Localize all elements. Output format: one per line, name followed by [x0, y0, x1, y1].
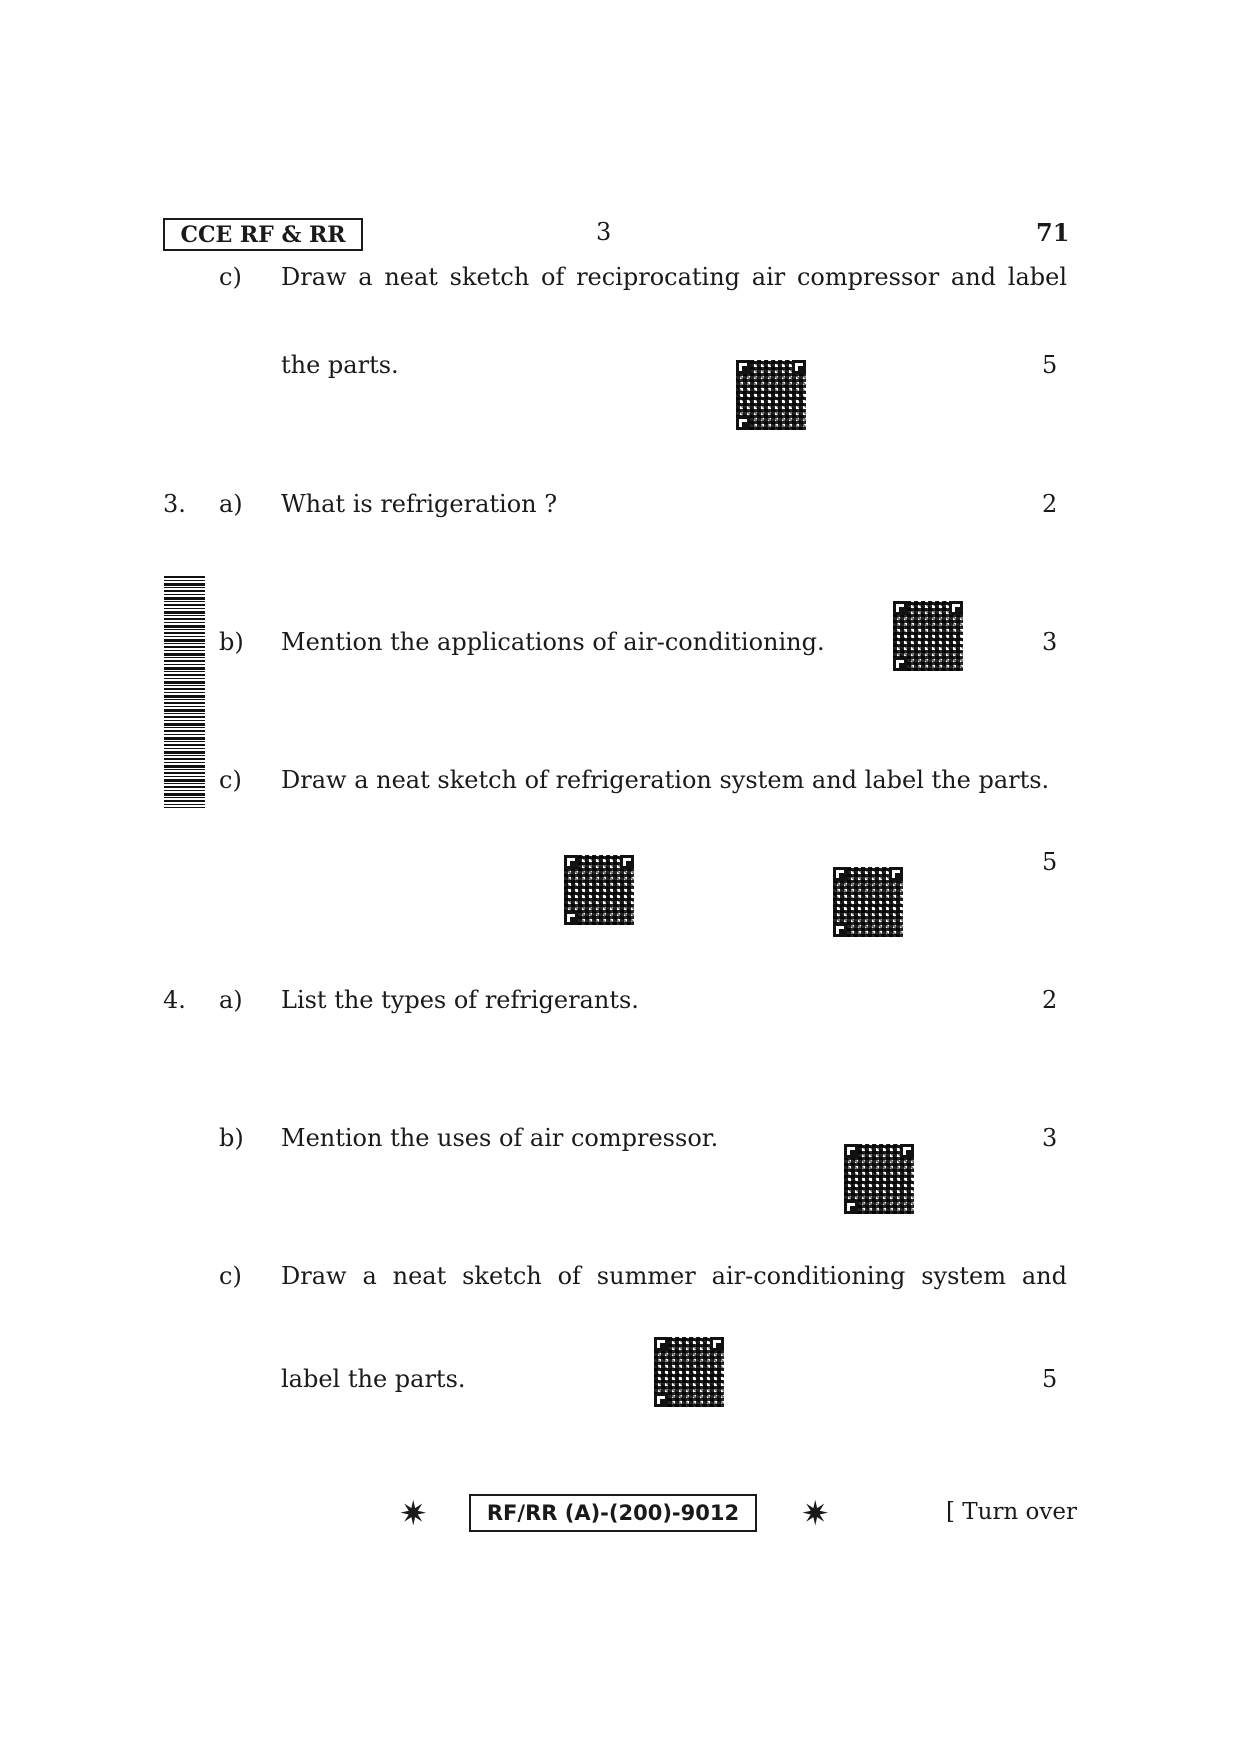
turn-over-note: [ Turn over: [946, 1499, 1078, 1525]
q4c-label: c): [219, 1262, 242, 1290]
q4c-text-line1: Draw a neat sketch of summer air-conditioning system and: [281, 1262, 1067, 1290]
qr-code-icon: [564, 855, 634, 925]
qr-code-icon: [654, 1337, 724, 1407]
q3b-text: Mention the applications of air-conditioning.: [281, 628, 825, 656]
q4b-marks: 3: [1042, 1124, 1058, 1152]
q3c-label: c): [219, 766, 242, 794]
paper-code: 71: [1036, 218, 1070, 247]
q3b-marks: 3: [1042, 628, 1058, 656]
qr-code-icon: [844, 1144, 914, 1214]
q3c-marks: 5: [1042, 848, 1058, 876]
q3b-label: b): [219, 628, 244, 656]
q3c-text: Draw a neat sketch of refrigeration system and label the parts.: [281, 766, 1050, 794]
q4c-marks: 5: [1042, 1365, 1058, 1393]
footer-code-box: [469, 1494, 757, 1532]
q4b-label: b): [219, 1124, 244, 1152]
q2c-text-line2: the parts.: [281, 351, 399, 379]
q3-number: 3.: [163, 490, 186, 518]
page-number: 3: [596, 218, 612, 246]
q4c-text-line2: label the parts.: [281, 1365, 466, 1393]
star-ornament-icon: ✷: [399, 1494, 428, 1534]
q3a-text: What is refrigeration ?: [281, 490, 558, 518]
q4b-text: Mention the uses of air compressor.: [281, 1124, 719, 1152]
star-ornament-icon: ✷: [801, 1494, 830, 1534]
qr-code-icon: [833, 867, 903, 937]
q4-number: 4.: [163, 986, 186, 1014]
course-code: CCE RF & RR: [180, 221, 346, 248]
qr-code-icon: [893, 601, 963, 671]
q4a-marks: 2: [1042, 986, 1058, 1014]
q3a-label: a): [219, 490, 243, 518]
q4a-label: a): [219, 986, 243, 1014]
q4a-text: List the types of refrigerants.: [281, 986, 639, 1014]
barcode-icon: [164, 576, 205, 808]
q2c-marks: 5: [1042, 351, 1058, 379]
q3a-marks: 2: [1042, 490, 1058, 518]
footer-code: RF/RR (A)-(200)-9012: [486, 1501, 740, 1525]
q2c-label: c): [219, 263, 242, 291]
q2c-text-line1: Draw a neat sketch of reciprocating air compressor and label: [281, 263, 1067, 291]
course-code-box: [163, 218, 363, 251]
qr-code-icon: [736, 360, 806, 430]
